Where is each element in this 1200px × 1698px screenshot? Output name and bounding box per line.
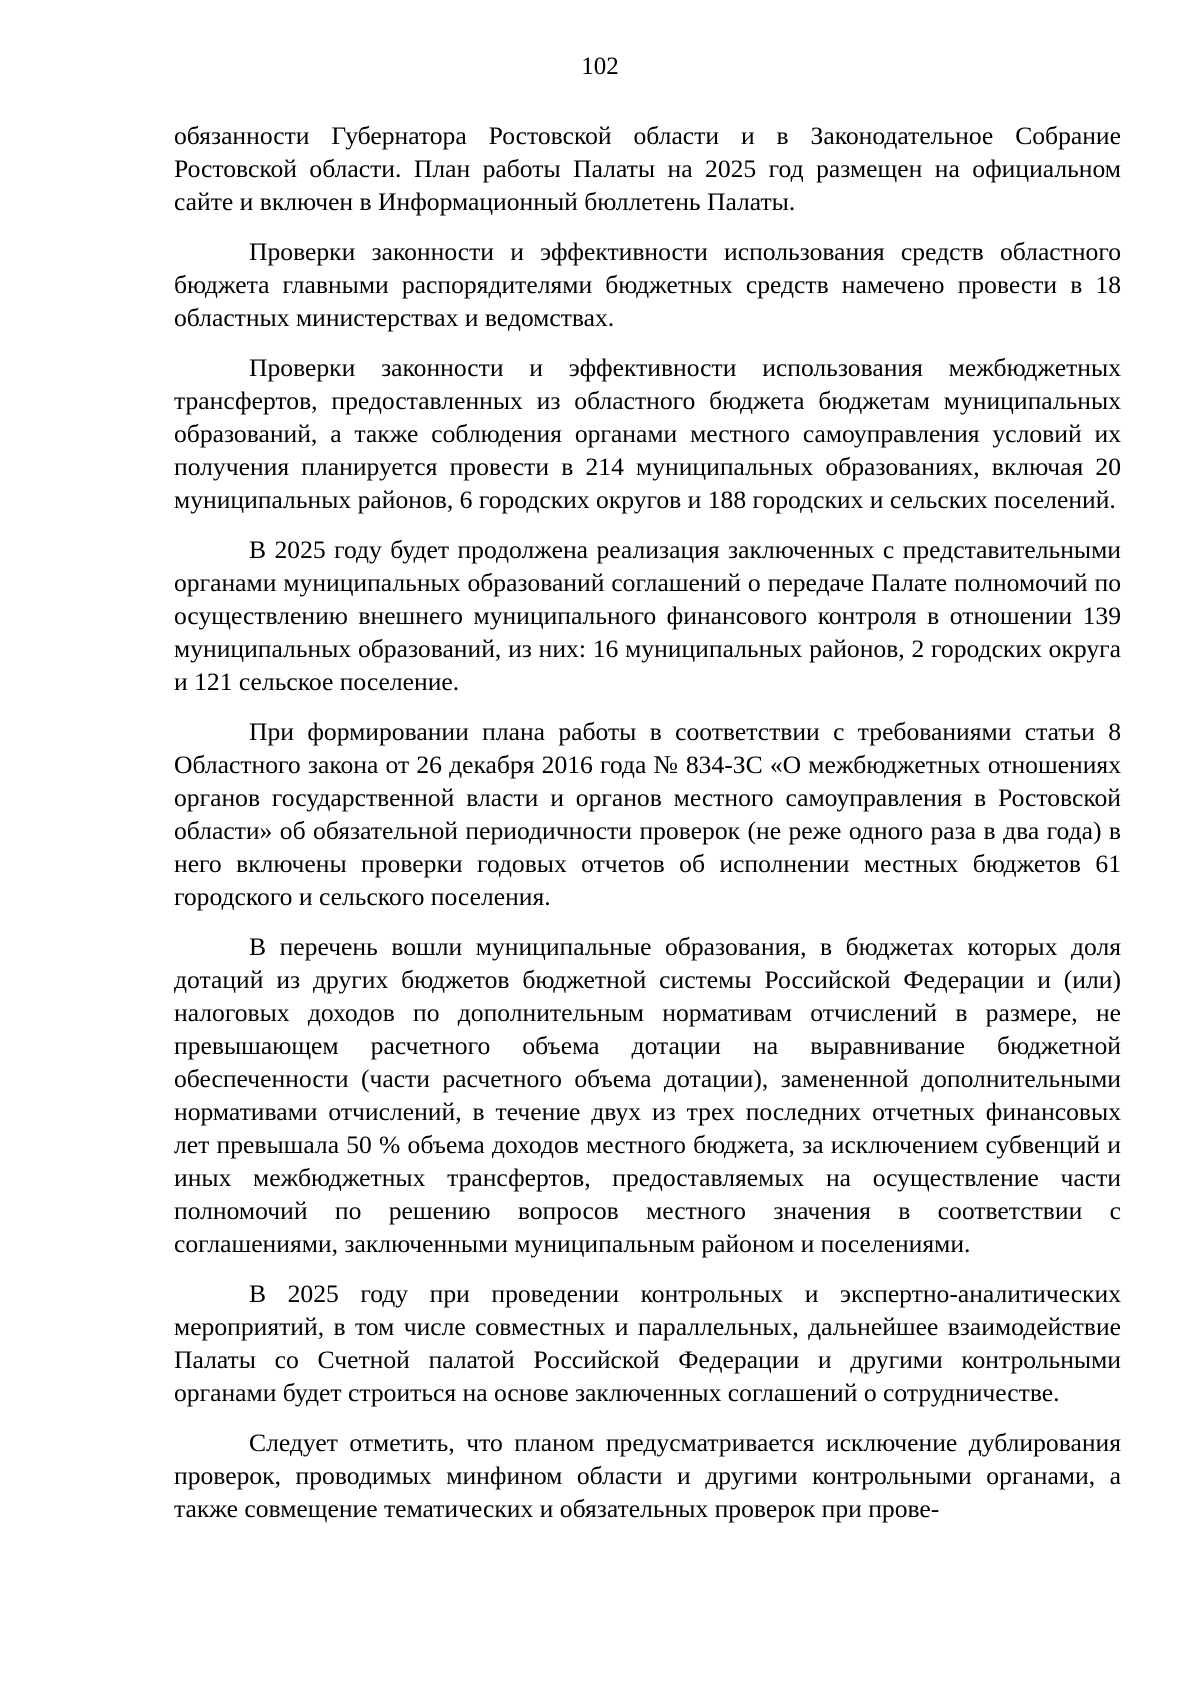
page-number: 102: [581, 53, 619, 80]
paragraph-continuation: обязанности Губернатора Ростовской области и в Законодательное Собрание Ростовской области. План работы Палаты на 2025 год размещен на официальном сайте и включен в Информационный бюллетень Палаты.: [174, 121, 1121, 216]
document-body: [174, 119, 1121, 1542]
paragraph-external-control-agreements: В 2025 году будет продолжена реализация заключенных с представительными органами муниципальных образований соглашений о передаче Палате полномочий по осуществлению внешнего муниципального финансового контроля в отношении 139 муниципальных образований, из них: 16 муниципальных районов, 2 городских округа и 121 сельское поселение.: [174, 535, 1121, 696]
paragraph-municipal-list-criteria: В перечень вошли муниципальные образования, в бюджетах которых доля дотаций из других бюджетов бюджетной системы Российской Федерации и (или) налоговых доходов по дополнительным нормативам отчислений в размере, не превышающем расчетного объема дотации на выравнивание бюджетной обеспеченности (части расчетного объема дотации), замененной дополнительными нормативами отчислений, в течение двух из трех последних отчетных финансовых лет превышала 50 % объема доходов местного бюджета, за исключением субвенций и иных межбюджетных трансфертов, предоставляемых на осуществление части полномочий по решению вопросов местного значения в соответствии с соглашениями, заключенными муниципальным районом и поселениями.: [174, 932, 1121, 1258]
paragraph-plan-formation: При формировании плана работы в соответствии с требованиями статьи 8 Областного закона от 26 декабря 2016 года № 834-ЗС «О межбюджетных отношениях органов государственной власти и органов местного самоуправления в Ростовской области» об обязательной периодичности проверок (не реже одного раза в два года) в него включены проверки годовых отчетов об исполнении местных бюджетов 61 городского и сельского поселения.: [174, 717, 1121, 911]
paragraph-cooperation: В 2025 году при проведении контрольных и экспертно-аналитических мероприятий, в том числе совместных и параллельных, дальнейшее взаимодействие Палаты со Счетной палатой Российской Федерации и другими контрольными органами будет строиться на основе заключенных соглашений о сотрудничестве.: [174, 1279, 1121, 1407]
paragraph-no-duplication: Следует отметить, что планом предусматривается исключение дублирования проверок, проводимых минфином области и другими контрольными органами, а также совмещение тематических и обязательных проверок при прове-: [174, 1428, 1121, 1523]
paragraph-oblast-budget-audits: Проверки законности и эффективности использования средств областного бюджета главными распорядителями бюджетных средств намечено провести в 18 областных министерствах и ведомствах.: [174, 237, 1121, 332]
paragraph-interbudget-transfers: Проверки законности и эффективности использования межбюджетных трансфертов, предоставленных из областного бюджета бюджетам муниципальных образований, а также соблюдения органами местного самоуправления условий их получения планируется провести в 214 муниципальных образованиях, включая 20 муниципальных районов, 6 городских округов и 188 городских и сельских поселений.: [174, 353, 1121, 514]
